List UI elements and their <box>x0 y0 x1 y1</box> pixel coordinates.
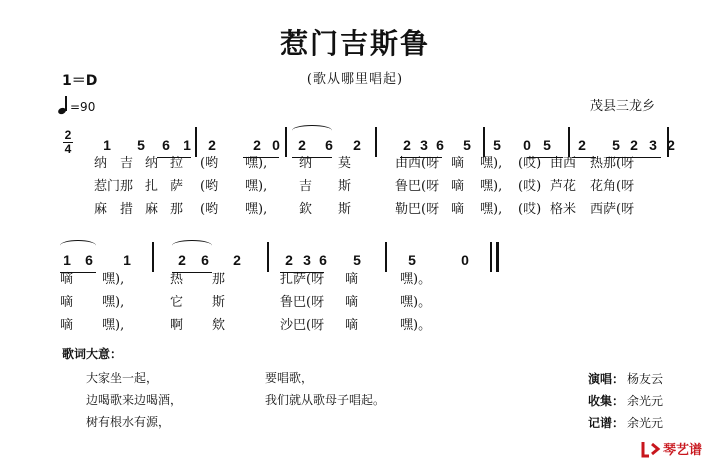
lyric-lyrics1-0-5: 嘿), <box>245 156 268 171</box>
lyric-lyrics2-1-4: 鲁巴(呀 <box>280 295 325 310</box>
lyric-lyrics2-1-5: 嘀 <box>345 295 359 310</box>
lyric-lyrics1-1-3: 萨 <box>170 179 184 194</box>
note-row2-7: 3 <box>303 252 311 268</box>
lyric-lyrics1-0-7: 莫 <box>338 156 352 171</box>
note-row1-2: 6 <box>162 137 170 153</box>
lyric-lyrics1-0-2: 纳 <box>145 156 159 171</box>
tempo-value: =90 <box>70 100 96 114</box>
slur <box>172 240 212 251</box>
note-row2-10: 5 <box>408 252 416 268</box>
note-row2-11: 0 <box>461 252 469 268</box>
singer-label: 演唱： <box>588 372 625 386</box>
lyric-lyrics1-2-0: 麻 <box>94 202 108 217</box>
logo-text: 琴艺谱 <box>662 443 702 458</box>
lyric-lyrics1-0-3: 拉 <box>170 156 184 171</box>
note-row2-2: 1 <box>123 252 131 268</box>
meaning-label: 歌词大意： <box>62 347 123 361</box>
slur <box>292 125 332 136</box>
qinyipu-logo-icon <box>641 440 663 458</box>
note-row1-20: 3 <box>649 137 657 153</box>
lyric-lyrics2-0-1: 嘿), <box>102 272 125 287</box>
note-row1-6: 0 <box>272 137 280 153</box>
region-label: 茂县三龙乡 <box>590 99 656 114</box>
lyric-lyrics1-1-12: 芦花 <box>550 179 577 194</box>
bar-line <box>375 127 377 157</box>
lyric-lyrics1-0-6: 纳 <box>299 156 313 171</box>
score-line-2 <box>60 244 680 278</box>
lyric-lyrics1-1-1: 那 <box>120 179 134 194</box>
note-row1-17: 2 <box>578 137 586 153</box>
note-row2-8: 6 <box>319 252 327 268</box>
lyric-lyrics2-1-1: 嘿), <box>102 295 125 310</box>
lyric-lyrics1-2-3: 那 <box>170 202 184 217</box>
note-row1-9: 2 <box>353 137 361 153</box>
note-row1-14: 5 <box>493 137 501 153</box>
meaning-line-2: 边喝歌来边喝酒， <box>86 393 183 407</box>
transcriber-label: 记谱： <box>588 416 625 430</box>
lyric-lyrics2-0-4: 扎萨(呀 <box>280 272 325 287</box>
site-logo[interactable] <box>641 439 702 458</box>
lyric-lyrics1-0-12: 由西 <box>550 156 577 171</box>
note-row1-15: 0 <box>523 137 531 153</box>
final-bar-line <box>496 242 499 272</box>
bar-line <box>152 242 154 272</box>
bar-line <box>195 127 197 157</box>
tempo-marking <box>58 96 95 114</box>
time-signature <box>62 129 74 156</box>
quarter-note-icon <box>58 96 68 114</box>
lyric-lyrics2-0-5: 嘀 <box>345 272 359 287</box>
slur <box>60 240 96 251</box>
note-row1-1: 5 <box>137 137 145 153</box>
lyric-lyrics1-1-7: 斯 <box>338 179 352 194</box>
lyric-lyrics1-2-11: (哎) <box>518 202 542 217</box>
time-signature-top: 2 <box>64 128 72 142</box>
lyric-lyrics1-0-11: (哎) <box>518 156 542 171</box>
meaning-line-2b: 我们就从歌母子唱起。 <box>265 393 386 407</box>
note-row1-5: 2 <box>253 137 261 153</box>
bar-line <box>490 242 492 272</box>
time-signature-bottom: 4 <box>64 142 72 156</box>
lyric-lyrics2-0-6: 嘿)。 <box>400 272 432 287</box>
lyric-lyrics2-2-0: 嘀 <box>60 318 74 333</box>
lyric-lyrics2-0-2: 热 <box>170 272 184 287</box>
lyric-lyrics1-2-2: 麻 <box>145 202 159 217</box>
bar-line <box>285 127 287 157</box>
lyric-lyrics1-1-2: 扎 <box>145 179 159 194</box>
note-row2-6: 2 <box>285 252 293 268</box>
note-row1-10: 2 <box>403 137 411 153</box>
lyric-lyrics1-2-7: 斯 <box>338 202 352 217</box>
lyric-lyrics2-2-3: 欸 <box>212 318 226 333</box>
lyric-lyrics2-2-5: 嘀 <box>345 318 359 333</box>
note-row2-0: 1 <box>63 252 71 268</box>
lyric-lyrics2-0-3: 那 <box>212 272 226 287</box>
note-row1-8: 6 <box>325 137 333 153</box>
note-row2-9: 5 <box>353 252 361 268</box>
song-subtitle: (歌从哪里唱起) <box>306 72 404 87</box>
lyric-lyrics1-0-8: 由西(呀 <box>395 156 440 171</box>
lyric-lyrics2-1-6: 嘿)。 <box>400 295 432 310</box>
note-row1-13: 5 <box>463 137 471 153</box>
note-row2-1: 6 <box>85 252 93 268</box>
lyric-lyrics1-1-13: 花角(呀 <box>590 179 635 194</box>
lyric-lyrics1-1-5: 嘿), <box>245 179 268 194</box>
bar-line <box>385 242 387 272</box>
lyric-lyrics1-1-6: 吉 <box>299 179 313 194</box>
lyric-lyrics2-1-2: 它 <box>170 295 184 310</box>
lyric-lyrics1-2-12: 格米 <box>550 202 577 217</box>
note-row2-4: 6 <box>201 252 209 268</box>
lyric-lyrics2-2-6: 嘿)。 <box>400 318 432 333</box>
note-row1-18: 5 <box>612 137 620 153</box>
lyric-lyrics1-1-10: 嘿), <box>480 179 503 194</box>
lyric-lyrics1-1-4: (哟 <box>200 179 219 194</box>
lyric-lyrics1-2-10: 嘿), <box>480 202 503 217</box>
lyric-lyrics1-2-9: 嘀 <box>451 202 465 217</box>
lyric-lyrics1-0-4: (哟 <box>200 156 219 171</box>
lyric-lyrics2-1-0: 嘀 <box>60 295 74 310</box>
key-signature: 1＝D <box>62 73 98 89</box>
lyric-lyrics1-2-4: (哟 <box>200 202 219 217</box>
collector-label: 收集： <box>588 394 625 408</box>
note-row1-7: 2 <box>298 137 306 153</box>
note-row1-4: 2 <box>208 137 216 153</box>
meaning-line-1: 大家坐一起， <box>86 371 159 385</box>
lyric-lyrics1-0-0: 纳 <box>94 156 108 171</box>
lyric-lyrics1-2-1: 措 <box>120 202 134 217</box>
lyric-lyrics1-2-8: 勒巴(呀 <box>395 202 440 217</box>
lyric-lyrics1-1-0: 惹门 <box>94 179 121 194</box>
note-row1-3: 1 <box>183 137 191 153</box>
lyric-lyrics1-2-5: 嘿), <box>245 202 268 217</box>
song-title: 惹门吉斯鲁 <box>279 27 430 60</box>
lyric-lyrics2-2-4: 沙巴(呀 <box>280 318 325 333</box>
transcriber-name: 余光元 <box>627 416 664 430</box>
singer-name: 杨友云 <box>627 372 664 386</box>
note-row2-5: 2 <box>233 252 241 268</box>
lyric-lyrics1-0-10: 嘿), <box>480 156 503 171</box>
lyric-lyrics2-1-3: 斯 <box>212 295 226 310</box>
lyric-lyrics2-0-0: 嘀 <box>60 272 74 287</box>
lyric-lyrics2-2-1: 嘿), <box>102 318 125 333</box>
lyric-lyrics1-0-9: 嘀 <box>451 156 465 171</box>
lyric-lyrics1-1-8: 鲁巴(呀 <box>395 179 440 194</box>
meaning-line-3: 树有根水有源， <box>86 415 171 429</box>
lyric-lyrics1-1-9: 嘀 <box>451 179 465 194</box>
lyric-lyrics1-2-6: 欽 <box>299 202 313 217</box>
lyric-lyrics2-2-2: 啊 <box>170 318 184 333</box>
note-row1-11: 3 <box>420 137 428 153</box>
note-row1-19: 2 <box>630 137 638 153</box>
note-row1-16: 5 <box>543 137 551 153</box>
note-row1-21: 2 <box>667 137 675 153</box>
lyric-lyrics1-2-13: 西萨(呀 <box>590 202 635 217</box>
meaning-line-1b: 要唱歌， <box>265 371 314 385</box>
lyric-lyrics1-0-13: 热那(呀 <box>590 156 635 171</box>
note-row1-12: 6 <box>436 137 444 153</box>
collector-name: 余光元 <box>627 394 664 408</box>
lyric-lyrics1-1-11: (哎) <box>518 179 542 194</box>
note-row2-3: 2 <box>178 252 186 268</box>
note-row1-0: 1 <box>103 137 111 153</box>
lyric-lyrics1-0-1: 吉 <box>120 156 134 171</box>
bar-line <box>267 242 269 272</box>
